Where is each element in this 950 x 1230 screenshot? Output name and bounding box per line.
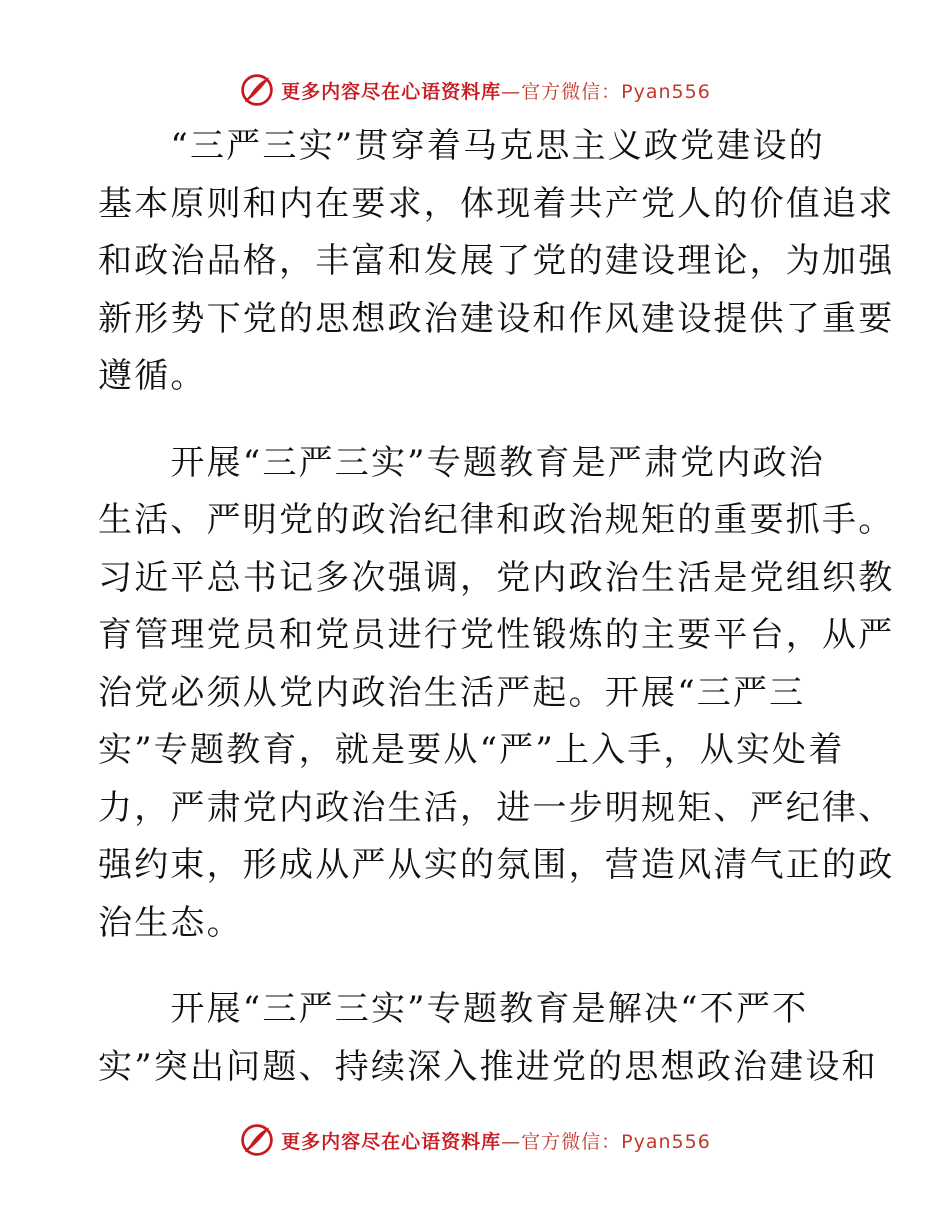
header-watermark-text bbox=[281, 77, 711, 104]
text-line: 治生态。 bbox=[98, 902, 243, 943]
footer-main-text: 更多内容尽在心语资料库 bbox=[281, 1130, 502, 1153]
text-line: 习近平总书记多次强调，党内政治生活是党组织教 bbox=[98, 557, 895, 598]
header-watermark-banner bbox=[0, 68, 950, 112]
text-line: 治党必须从党内政治生活严起。开展“三严三 bbox=[98, 672, 806, 713]
text-line: 育管理党员和党员进行党性锻炼的主要平台，从严 bbox=[98, 615, 895, 655]
document-body bbox=[98, 118, 895, 1096]
paragraph-2 bbox=[98, 435, 895, 953]
text-line: 基本原则和内在要求，体现着共产党人的价值追求 bbox=[98, 183, 895, 224]
paragraph-spacer bbox=[98, 406, 850, 435]
header-wechat-text: 官方微信：Pyan556 bbox=[521, 80, 711, 103]
text-line: 实”专题教育，就是要从“严”上入手，从实处着 bbox=[98, 730, 845, 770]
footer-separator: — bbox=[501, 1130, 522, 1153]
paragraph-3 bbox=[98, 981, 878, 1096]
text-line: 和政治品格，丰富和发展了党的建设理论，为加强 bbox=[98, 241, 895, 281]
text-line: 生活、严明党的政治纪律和政治规矩的重要抓手。 bbox=[98, 500, 895, 540]
feather-pen-logo-icon bbox=[239, 72, 275, 108]
text-line: 强约束，形成从严从实的氛围，营造风清气正的政 bbox=[98, 845, 895, 885]
paragraph-spacer bbox=[98, 952, 850, 981]
footer-watermark-banner bbox=[0, 1118, 950, 1162]
footer-watermark-text bbox=[281, 1127, 711, 1154]
text-line: 开展“三严三实”专题教育是严肃党内政治 bbox=[98, 442, 825, 483]
text-line: 开展“三严三实”专题教育是解决“不严不 bbox=[98, 989, 809, 1029]
footer-wechat-text: 官方微信：Pyan556 bbox=[521, 1130, 711, 1153]
paragraph-1 bbox=[98, 118, 895, 406]
text-line: 实”突出问题、持续深入推进党的思想政治建设和 bbox=[98, 1046, 878, 1087]
header-separator: — bbox=[501, 80, 522, 103]
text-line: “三严三实”贯穿着马克思主义政党建设的 bbox=[98, 126, 825, 166]
header-main-text: 更多内容尽在心语资料库 bbox=[281, 80, 502, 103]
feather-pen-logo-icon bbox=[239, 1122, 275, 1158]
text-line: 新形势下党的思想政治建设和作风建设提供了重要 bbox=[98, 298, 895, 339]
text-line: 力，严肃党内政治生活，进一步明规矩、严纪律、 bbox=[98, 787, 895, 828]
text-line: 遵循。 bbox=[98, 356, 207, 396]
